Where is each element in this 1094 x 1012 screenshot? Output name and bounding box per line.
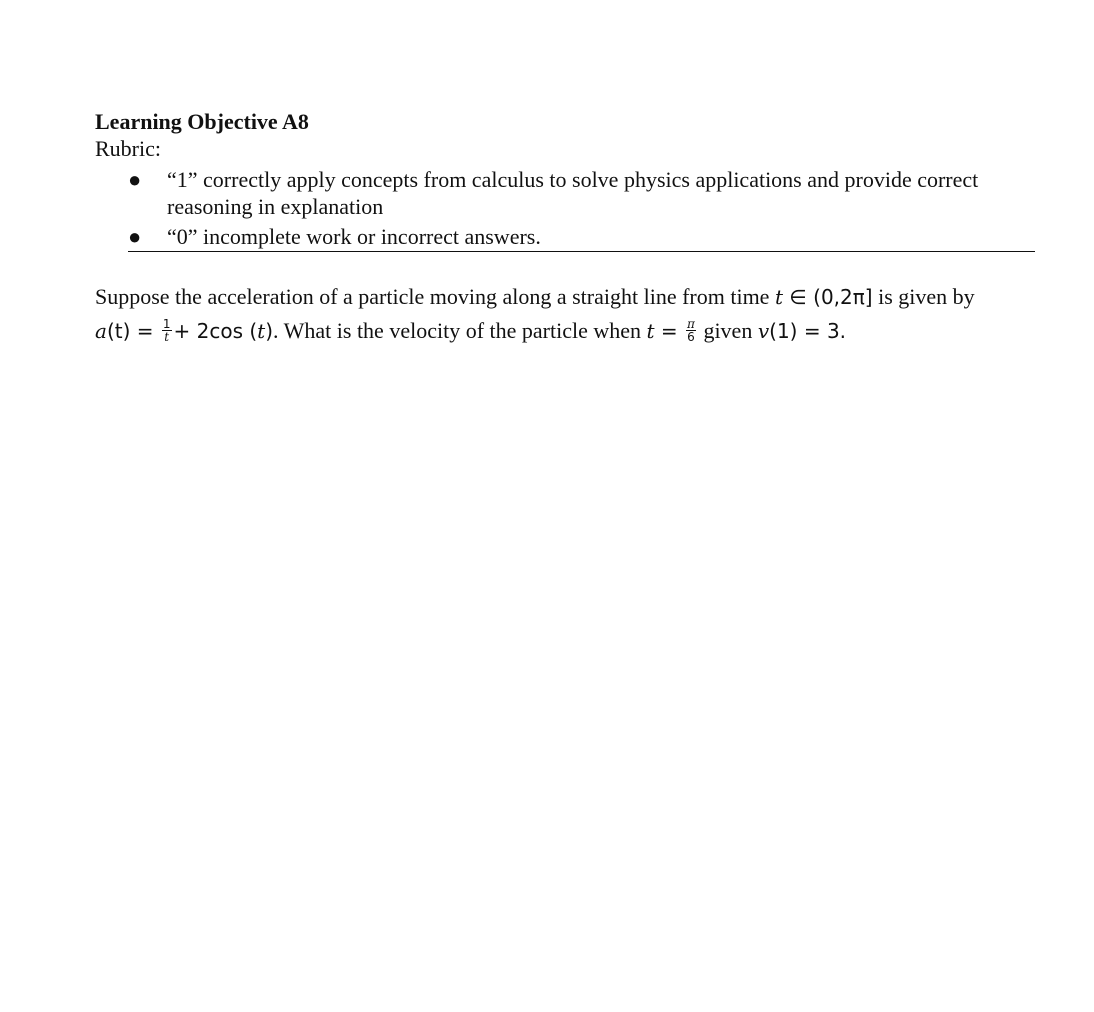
fraction-denominator: 6 — [687, 330, 695, 345]
bullet-icon: ● — [128, 167, 142, 192]
rubric-item — [128, 223, 1035, 250]
rubric-item-text: “1” correctly apply concepts from calculus to solve physics applications and provide correct reasoning in explanation — [167, 167, 979, 219]
fraction-denominator: t — [164, 330, 170, 345]
math-variable: a — [95, 319, 107, 343]
rubric-item — [128, 166, 1035, 220]
problem-text: given — [697, 318, 758, 343]
math-expression: (t) — [106, 319, 131, 343]
problem-text: . What is the velocity of the particle when — [273, 318, 647, 343]
math-variable: v — [757, 319, 770, 343]
math-variable: t — [646, 319, 655, 343]
fraction-numerator: 1 — [162, 317, 171, 332]
math-operator: = — [654, 319, 685, 343]
fraction-one-over-t — [162, 318, 172, 343]
rubric-list — [128, 166, 1035, 252]
fraction-numerator: π — [687, 317, 695, 332]
rubric-label: Rubric: — [95, 136, 161, 161]
rubric-item-text: “0” incomplete work or incorrect answers. — [167, 224, 541, 249]
problem-statement — [95, 280, 1030, 348]
math-variable: t — [774, 285, 783, 309]
page-title: Learning Objective A8 — [95, 109, 309, 134]
problem-text: Suppose the acceleration of a particle moving along a straight line from time — [95, 284, 775, 309]
math-operator: = — [130, 319, 160, 343]
bullet-icon: ● — [128, 224, 142, 249]
math-expression: + 2cos ( — [173, 319, 258, 343]
document-page — [95, 108, 1035, 370]
math-expression: ) — [265, 319, 274, 343]
math-expression: (1) = 3. — [769, 319, 847, 343]
problem-text: is given by — [872, 284, 975, 309]
math-variable: t — [257, 319, 266, 343]
fraction-pi-over-6 — [686, 318, 696, 343]
math-interval: ∈ (0,2π] — [783, 285, 873, 309]
